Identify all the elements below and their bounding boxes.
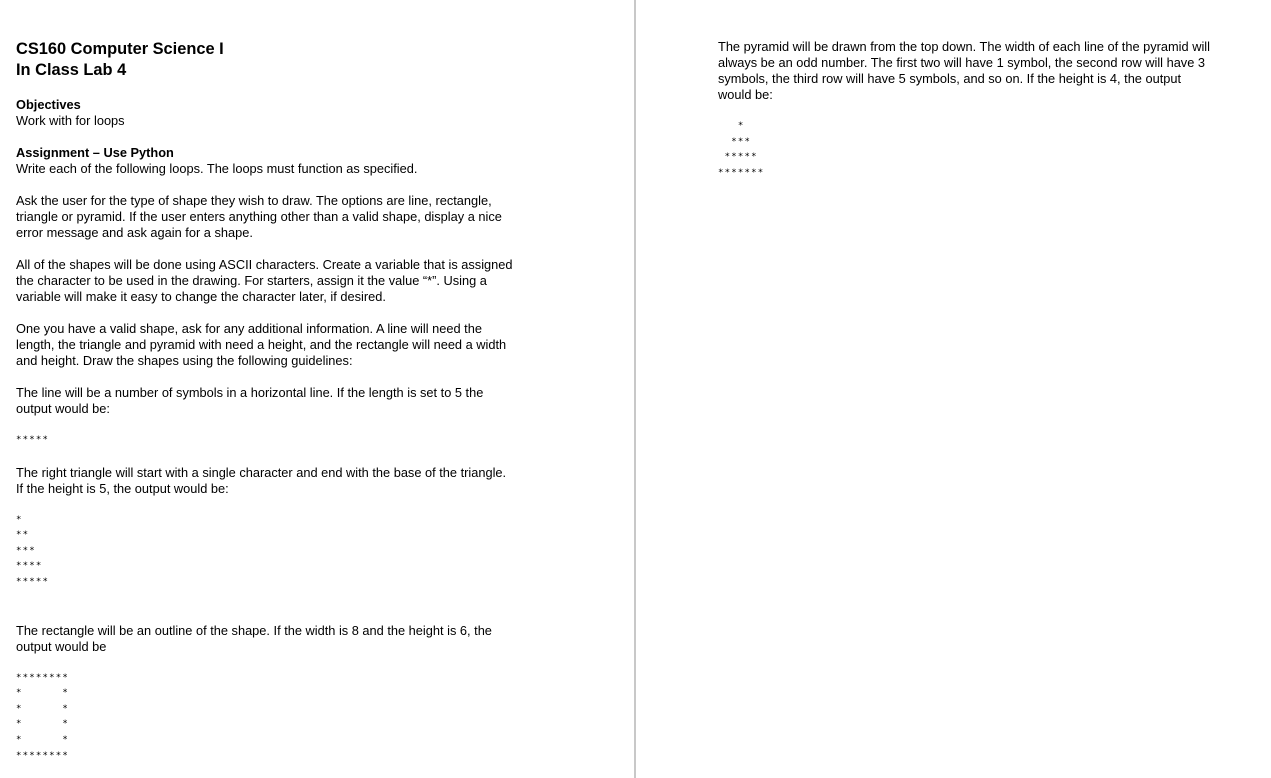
paragraph-line: output would be: bbox=[16, 401, 110, 416]
left-page-content bbox=[16, 39, 576, 764]
title-line-2: In Class Lab 4 bbox=[16, 61, 127, 79]
line-description-paragraph bbox=[16, 385, 576, 417]
paragraph-line: symbols, the third row will have 5 symbols, and so on. If the height is 4, the output bbox=[718, 71, 1182, 86]
paragraph-line: If the height is 5, the output would be: bbox=[16, 480, 229, 496]
title-line-1: CS160 Computer Science I bbox=[16, 40, 224, 58]
ascii-row: * bbox=[718, 121, 745, 131]
paragraph-line: error message and ask again for a shape. bbox=[16, 225, 253, 240]
shape-prompt-paragraph bbox=[16, 193, 576, 241]
ascii-row: * * bbox=[16, 719, 69, 730]
ascii-row: *** bbox=[16, 545, 36, 556]
paragraph-line: The pyramid will be drawn from the top down. The width of each line of the pyramid will bbox=[718, 39, 1210, 54]
ascii-row: * * bbox=[16, 688, 69, 699]
ascii-row: ** bbox=[16, 530, 30, 541]
triangle-description-paragraph bbox=[16, 465, 576, 497]
line-example bbox=[16, 433, 576, 449]
ascii-characters-paragraph bbox=[16, 257, 576, 305]
left-page bbox=[0, 0, 634, 778]
ascii-row: ******* bbox=[718, 167, 765, 178]
ascii-row: * bbox=[16, 514, 23, 525]
ascii-row: ******** bbox=[16, 672, 69, 683]
triangle-example bbox=[16, 513, 576, 591]
ascii-row: ***** bbox=[16, 435, 50, 445]
paragraph-line: triangle or pyramid. If the user enters anything other than a valid shape, display a nice bbox=[16, 209, 502, 224]
ascii-row: * * bbox=[16, 734, 69, 745]
ascii-row: **** bbox=[16, 561, 43, 572]
ascii-row: ***** bbox=[16, 576, 50, 587]
objectives-heading: Objectives bbox=[16, 97, 81, 112]
document-title bbox=[16, 39, 576, 81]
paragraph-line: One you have a valid shape, ask for any additional information. A line will need the bbox=[16, 321, 482, 336]
paragraph-line: the character to be used in the drawing. For starters, assign it the value “*”. Using a bbox=[16, 273, 487, 288]
right-page-content bbox=[718, 39, 1258, 181]
paragraph-line: variable will make it easy to change the character later, if desired. bbox=[16, 289, 386, 304]
paragraph-line: length, the triangle and pyramid with need a height, and the rectangle will need a width bbox=[16, 337, 507, 352]
paragraph-line: always be an odd number. The first two will have 1 symbol, the second row will have 3 bbox=[718, 55, 1206, 70]
paragraph-line: The rectangle will be an outline of the shape. If the width is 8 and the height is 6, the bbox=[16, 622, 492, 638]
assignment-heading: Assignment – Use Python bbox=[16, 145, 174, 160]
paragraph-line: and height. Draw the shapes using the following guidelines: bbox=[16, 353, 353, 368]
rectangle-description-paragraph bbox=[16, 623, 576, 655]
paragraph-line: The right triangle will start with a single character and end with the base of the triangle. bbox=[16, 464, 507, 480]
additional-info-paragraph bbox=[16, 321, 576, 369]
ascii-row: ***** bbox=[718, 152, 758, 163]
paragraph-line: would be: bbox=[718, 87, 773, 102]
rectangle-example bbox=[16, 671, 576, 765]
paragraph-line: The line will be a number of symbols in a horizontal line. If the length is set to 5 the bbox=[16, 385, 484, 400]
paragraph-line: Ask the user for the type of shape they wish to draw. The options are line, rectangle, bbox=[16, 193, 492, 208]
right-page bbox=[636, 0, 1271, 778]
objectives-text: Work with for loops bbox=[16, 113, 125, 128]
paragraph-line: All of the shapes will be done using ASCII characters. Create a variable that is assigned bbox=[16, 257, 513, 272]
pyramid-description-paragraph bbox=[718, 39, 1258, 103]
ascii-row: ******** bbox=[16, 750, 69, 761]
assignment-text: Write each of the following loops. The loops must function as specified. bbox=[16, 161, 418, 176]
ascii-row: * * bbox=[16, 703, 69, 714]
ascii-row: *** bbox=[718, 136, 752, 147]
paragraph-line: output would be bbox=[16, 638, 107, 654]
pyramid-example bbox=[718, 119, 1258, 181]
